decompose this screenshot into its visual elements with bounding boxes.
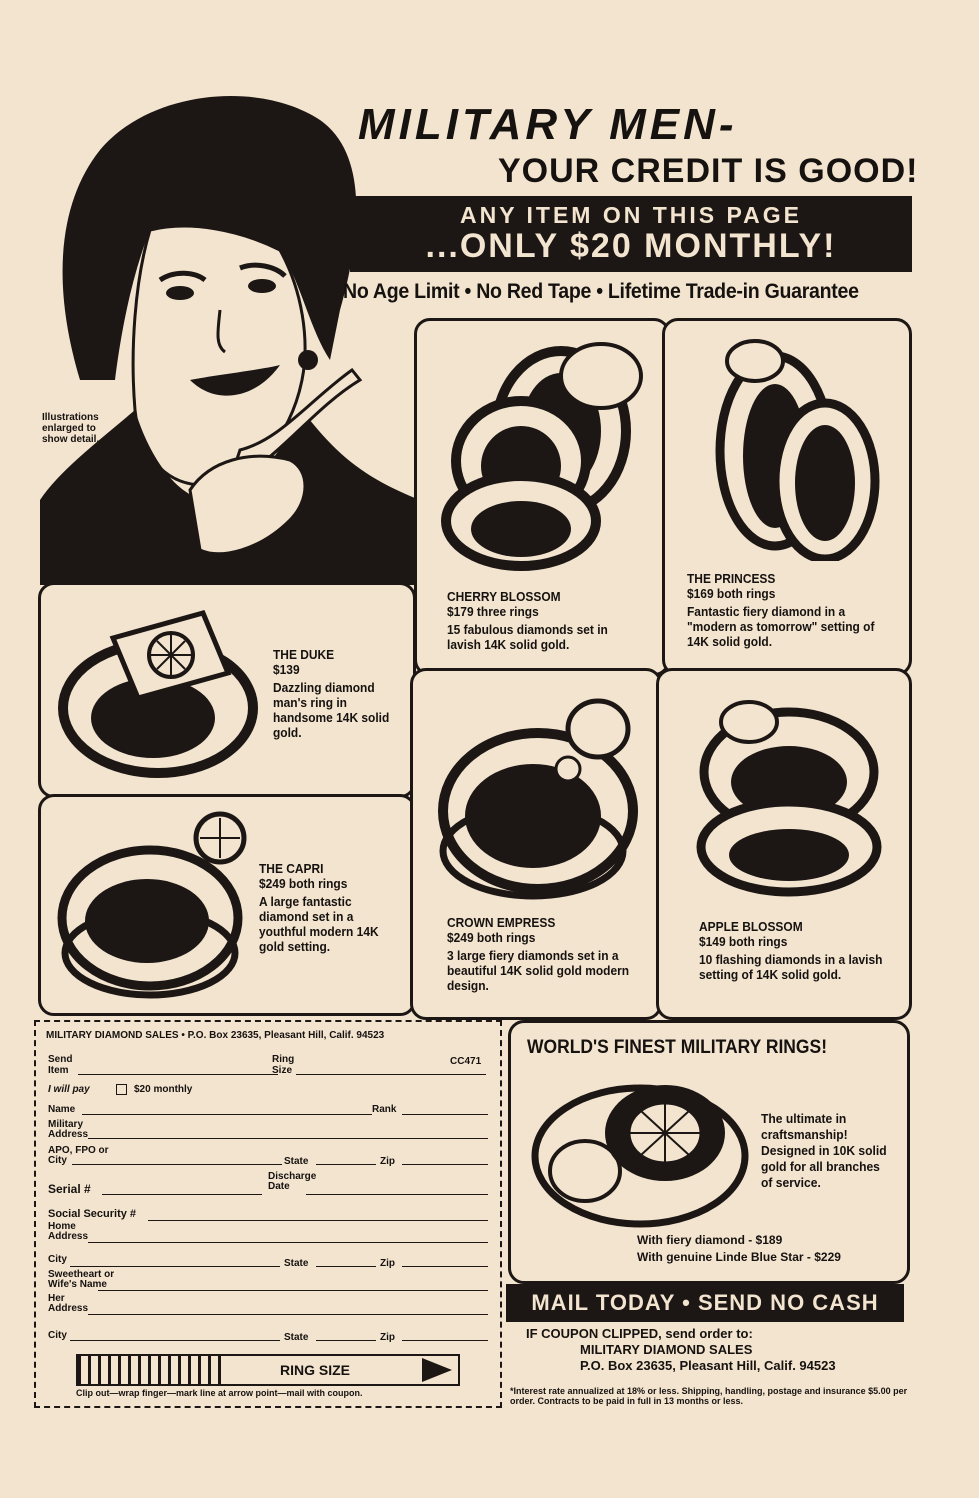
serial-field[interactable] (102, 1194, 262, 1195)
guarantee-tagline: No Age Limit • No Red Tape • Lifetime Trade-in Guarantee (343, 280, 859, 303)
her-zip-label: Zip (380, 1332, 395, 1343)
product-price: $179 three rings (447, 604, 539, 619)
mail-today-banner: MAIL TODAY • SEND NO CASH (506, 1284, 904, 1322)
her-state-label: State (284, 1332, 309, 1343)
product-description: Dazzling diamond man's ring in handsome 14K solid gold. (273, 680, 390, 740)
product-crown-empress[interactable] (410, 668, 662, 1020)
i-will-pay-label: I will pay (48, 1084, 90, 1095)
send-item-field[interactable] (78, 1074, 278, 1075)
rank-label: Rank (372, 1104, 397, 1115)
banner-line-2: ...ONLY $20 MONTHLY! (425, 227, 837, 265)
crown-empress-rings-illustration (433, 691, 643, 901)
military-ring-option-diamond: With fiery diamond - $189 (637, 1233, 783, 1247)
her-zip-field[interactable] (402, 1340, 488, 1341)
clip-instructions: Clip out—wrap finger—mark line at arrow point—mail with coupon. (76, 1388, 363, 1398)
rank-field[interactable] (402, 1114, 488, 1115)
apo-city-label: APO, FPO or City (48, 1145, 109, 1166)
her-city-field[interactable] (70, 1340, 280, 1341)
ring-size-field[interactable] (296, 1074, 486, 1075)
apple-blossom-rings-illustration (689, 687, 889, 897)
name-field[interactable] (82, 1114, 372, 1115)
send-item-label: Send Item (48, 1054, 73, 1076)
product-description: 15 fabulous diamonds set in lavish 14K solid gold. (447, 622, 608, 652)
home-zip-label: Zip (380, 1258, 395, 1269)
order-address-line-2: MILITARY DIAMOND SALES (580, 1342, 753, 1357)
military-address-label: Military Address (48, 1119, 89, 1140)
her-state-field[interactable] (316, 1340, 376, 1341)
discharge-date-field[interactable] (306, 1194, 488, 1195)
zip-field[interactable] (402, 1164, 488, 1165)
social-security-field[interactable] (148, 1220, 488, 1221)
gauge-ticks (78, 1356, 228, 1384)
arrow-point-icon (422, 1358, 452, 1382)
ring-size-gauge-label: RING SIZE (280, 1362, 351, 1378)
military-rings-description: The ultimate in craftsmanship! Designed in 10K solid gold for all branches of service. (761, 1111, 887, 1190)
social-security-label: Social Security # (48, 1208, 137, 1220)
product-cherry-blossom[interactable] (414, 318, 670, 676)
product-price: $249 both rings (259, 876, 348, 891)
product-name: THE CAPRI (259, 861, 324, 876)
illustration-note: Illustrations enlarged to show detail. (42, 412, 100, 445)
serial-label: Serial # (48, 1182, 91, 1196)
name-label: Name (48, 1104, 76, 1115)
cherry-blossom-rings-illustration (431, 331, 651, 571)
order-address-line-3: P.O. Box 23635, Pleasant Hill, Calif. 94523 (580, 1358, 836, 1373)
product-name: THE PRINCESS (687, 571, 776, 586)
monthly-checkbox[interactable] (116, 1084, 127, 1095)
product-description: 10 flashing diamonds in a lavish setting of 14K solid gold. (699, 952, 883, 982)
product-name: APPLE BLOSSOM (699, 919, 803, 934)
her-address-field[interactable] (88, 1314, 488, 1315)
home-state-field[interactable] (316, 1266, 376, 1267)
military-ring-illustration (525, 1071, 755, 1231)
order-address-line-1: IF COUPON CLIPPED, send order to: (526, 1326, 753, 1341)
military-address-field[interactable] (88, 1138, 488, 1139)
product-apple-blossom[interactable] (656, 668, 912, 1020)
discharge-date-label: Discharge Date (268, 1171, 317, 1192)
home-zip-field[interactable] (402, 1266, 488, 1267)
product-description: Fantastic fiery diamond in a "modern as tomorrow" setting of 14K solid gold. (687, 604, 875, 649)
product-name: CHERRY BLOSSOM (447, 589, 561, 604)
state-label: State (284, 1156, 309, 1167)
banner-line-1: ANY ITEM ON THIS PAGE (459, 202, 802, 228)
product-price: $169 both rings (687, 586, 776, 601)
product-the-capri[interactable] (38, 794, 416, 1016)
monthly-price-banner (350, 196, 912, 272)
order-coupon (34, 1020, 502, 1408)
zip-label: Zip (380, 1156, 395, 1167)
sweetheart-name-field[interactable] (98, 1290, 488, 1291)
ring-size-label: Ring Size (272, 1054, 295, 1076)
headline-credit-good: YOUR CREDIT IS GOOD! (498, 152, 919, 190)
product-description: A large fantastic diamond set in a youthful modern 14K gold setting. (259, 894, 379, 954)
product-price: $149 both rings (699, 934, 788, 949)
princess-rings-illustration (695, 331, 885, 561)
home-address-label: Home Address (48, 1221, 89, 1242)
fine-print: *Interest rate annualized at 18% or less. Shipping, handling, postage and insurance $5.00 per order. Contracts to be paid in full in 13 months or less. (510, 1386, 908, 1406)
coupon-code: CC471 (450, 1056, 482, 1067)
capri-rings-illustration (55, 803, 265, 1003)
woman-illustration (40, 80, 420, 585)
home-address-field[interactable] (88, 1242, 488, 1243)
product-the-duke[interactable] (38, 582, 416, 798)
headline-military-men: MILITARY MEN- (358, 100, 738, 149)
product-the-princess[interactable] (662, 318, 912, 676)
her-address-label: Her Address (48, 1293, 89, 1314)
product-price: $249 both rings (447, 930, 536, 945)
apo-city-field[interactable] (72, 1164, 282, 1165)
military-rings-title: WORLD'S FINEST MILITARY RINGS! (527, 1037, 828, 1058)
ring-size-gauge[interactable] (76, 1354, 460, 1386)
coupon-header: MILITARY DIAMOND SALES • P.O. Box 23635, Pleasant Hill, Calif. 94523 (46, 1030, 385, 1041)
monthly-option-label: $20 monthly (134, 1084, 193, 1095)
home-state-label: State (284, 1258, 309, 1269)
product-name: CROWN EMPRESS (447, 915, 556, 930)
military-ring-option-blue-star: With genuine Linde Blue Star - $229 (637, 1250, 841, 1264)
product-price: $139 (273, 662, 300, 677)
military-rings-ad[interactable] (508, 1020, 910, 1284)
home-city-label: City (48, 1254, 67, 1265)
product-description: 3 large fiery diamonds set in a beautiful 14K solid gold modern design. (447, 948, 630, 993)
sweetheart-name-label: Sweetheart or Wife's Name (48, 1269, 115, 1290)
her-city-label: City (48, 1330, 67, 1341)
home-city-field[interactable] (70, 1266, 280, 1267)
state-field[interactable] (316, 1164, 376, 1165)
duke-ring-illustration (53, 593, 268, 783)
product-name: THE DUKE (273, 647, 335, 662)
